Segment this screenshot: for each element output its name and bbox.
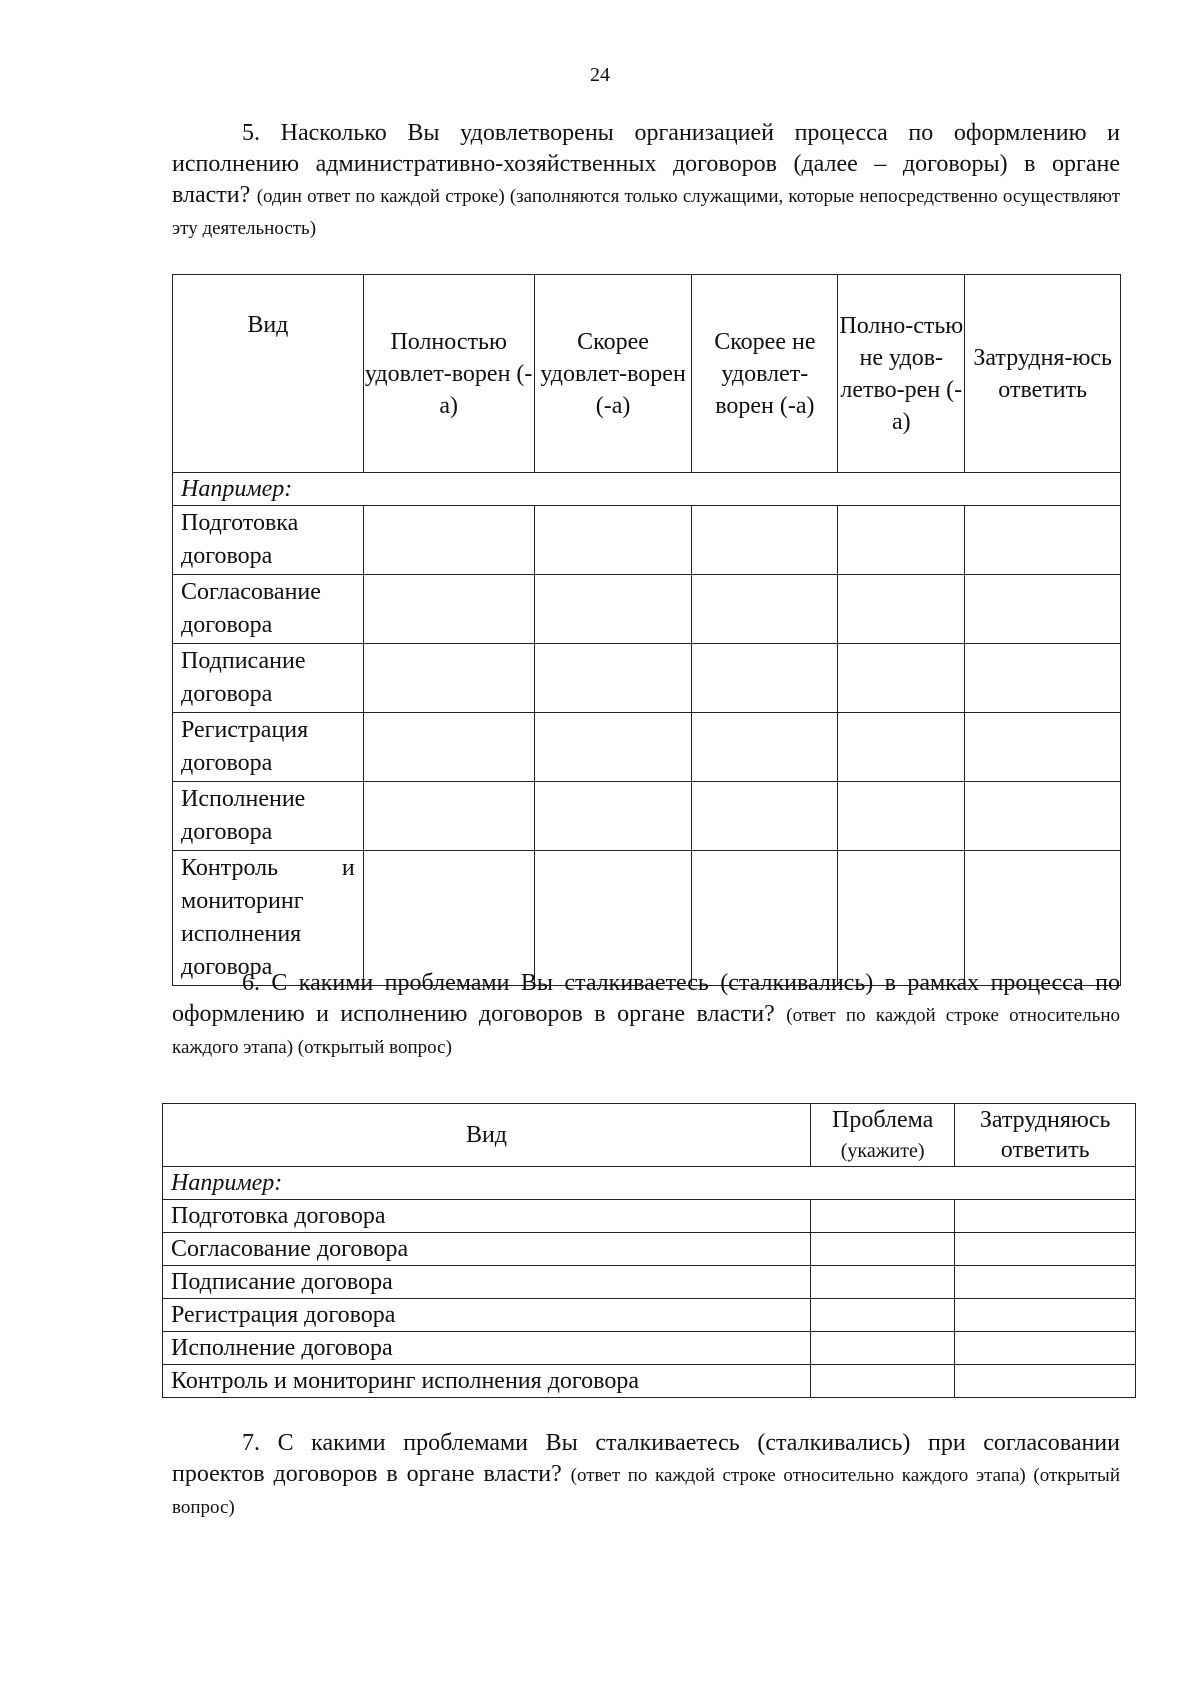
row-label: Согласование договора [163, 1233, 811, 1266]
row-label: Регистрация договора [173, 713, 364, 782]
table-row [173, 782, 1121, 851]
row-label: Исполнение договора [173, 782, 364, 851]
table-row [163, 1200, 1136, 1233]
row-label: Подготовка договора [163, 1200, 811, 1233]
problem-cell[interactable] [810, 1233, 954, 1266]
question-5-note: (один ответ по каждой строке) (заполняются только служащими, которые непосредственно осуществляют эту деятельность) [172, 186, 1121, 239]
problem-cell[interactable] [810, 1266, 954, 1299]
question-5-text: 5. Насколько Вы удовлетворены организацией процесса по оформлению и исполнению административно-хозяйственных договоров (далее – договоры) в органе власти? [172, 120, 1120, 208]
header-fully-unsatisfied: Полно-стью не удов-летво-рен (-а) [838, 275, 965, 473]
answer-cell[interactable] [534, 782, 692, 851]
answer-cell[interactable] [363, 575, 534, 644]
answer-cell[interactable] [965, 644, 1121, 713]
row-label: Контроль и мониторинг исполнения договора [163, 1365, 811, 1398]
row-label: Регистрация договора [163, 1299, 811, 1332]
row-label: Исполнение договора [163, 1332, 811, 1365]
difficult-cell[interactable] [955, 1200, 1136, 1233]
row-label: Контроль и мониторинг исполнения договора [173, 851, 364, 986]
header-problem-note: (укажите) [840, 1139, 925, 1162]
row-label: Подписание договора [173, 644, 364, 713]
example-label: Например: [163, 1167, 1136, 1200]
difficult-cell[interactable] [955, 1233, 1136, 1266]
difficult-cell[interactable] [955, 1299, 1136, 1332]
answer-cell[interactable] [363, 782, 534, 851]
answer-cell[interactable] [363, 506, 534, 575]
table-row [163, 1365, 1136, 1398]
problem-cell[interactable] [810, 1365, 954, 1398]
answer-cell[interactable] [363, 851, 534, 986]
table-row [173, 575, 1121, 644]
question-7-note: (ответ по каждой строке относительно каждого этапа) (открытый вопрос) [172, 1465, 1120, 1518]
answer-cell[interactable] [838, 851, 965, 986]
difficult-cell[interactable] [955, 1332, 1136, 1365]
header-problem-label: Проблема [832, 1106, 934, 1133]
header-fully-satisfied: Полностью удовлет-ворен (-а) [363, 275, 534, 473]
header-rather-unsatisfied: Скорее не удовлет-ворен (-а) [692, 275, 838, 473]
question-7 [172, 1428, 1120, 1523]
answer-cell[interactable] [692, 851, 838, 986]
answer-cell[interactable] [363, 644, 534, 713]
table-row [173, 713, 1121, 782]
answer-cell[interactable] [965, 506, 1121, 575]
table-row [173, 851, 1121, 986]
answer-cell[interactable] [838, 575, 965, 644]
problems-table [162, 1103, 1136, 1398]
answer-cell[interactable] [534, 713, 692, 782]
header-problem [810, 1104, 954, 1167]
header-rather-satisfied: Скорее удовлет-ворен (-а) [534, 275, 692, 473]
table-row [173, 506, 1121, 575]
answer-cell[interactable] [965, 575, 1121, 644]
answer-cell[interactable] [965, 851, 1121, 986]
answer-cell[interactable] [692, 644, 838, 713]
satisfaction-table [172, 274, 1121, 986]
problem-cell[interactable] [810, 1299, 954, 1332]
header-difficult-to-answer: Затрудня-юсь ответить [965, 275, 1121, 473]
table-row [163, 1233, 1136, 1266]
answer-cell[interactable] [534, 644, 692, 713]
header-vid: Вид [163, 1104, 811, 1167]
table-header-row [163, 1104, 1136, 1167]
answer-cell[interactable] [692, 782, 838, 851]
question-7-text: 7. С какими проблемами Вы сталкиваетесь (сталкивались) при согласовании проектов договоров в органе власти? [172, 1430, 1120, 1487]
example-row [163, 1167, 1136, 1200]
example-row [173, 473, 1121, 506]
problem-cell[interactable] [810, 1332, 954, 1365]
difficult-cell[interactable] [955, 1365, 1136, 1398]
difficult-cell[interactable] [955, 1266, 1136, 1299]
answer-cell[interactable] [965, 782, 1121, 851]
answer-cell[interactable] [838, 644, 965, 713]
question-6-note: (ответ по каждой строке относительно каждого этапа) (открытый вопрос) [172, 1005, 1121, 1058]
table-row [163, 1332, 1136, 1365]
answer-cell[interactable] [363, 713, 534, 782]
answer-cell[interactable] [534, 575, 692, 644]
table-header-row [173, 275, 1121, 473]
table-row [163, 1299, 1136, 1332]
row-label: Согласование договора [173, 575, 364, 644]
answer-cell[interactable] [692, 506, 838, 575]
example-label: Например: [173, 473, 1121, 506]
answer-cell[interactable] [965, 713, 1121, 782]
question-6 [172, 968, 1120, 1063]
answer-cell[interactable] [534, 506, 692, 575]
answer-cell[interactable] [838, 713, 965, 782]
answer-cell[interactable] [838, 782, 965, 851]
answer-cell[interactable] [838, 506, 965, 575]
row-label: Подписание договора [163, 1266, 811, 1299]
question-5 [172, 118, 1120, 244]
header-vid: Вид [173, 275, 364, 473]
table-row [173, 644, 1121, 713]
page-number: 24 [590, 64, 610, 86]
answer-cell[interactable] [534, 851, 692, 986]
answer-cell[interactable] [692, 575, 838, 644]
table-row [163, 1266, 1136, 1299]
problem-cell[interactable] [810, 1200, 954, 1233]
row-label: Подготовка договора [173, 506, 364, 575]
question-6-text: 6. С какими проблемами Вы сталкиваетесь (сталкивались) в рамках процесса по оформлению и исполнению договоров в органе власти? [172, 970, 1120, 1027]
answer-cell[interactable] [692, 713, 838, 782]
header-difficult-to-answer: Затрудняюсь ответить [955, 1104, 1136, 1167]
